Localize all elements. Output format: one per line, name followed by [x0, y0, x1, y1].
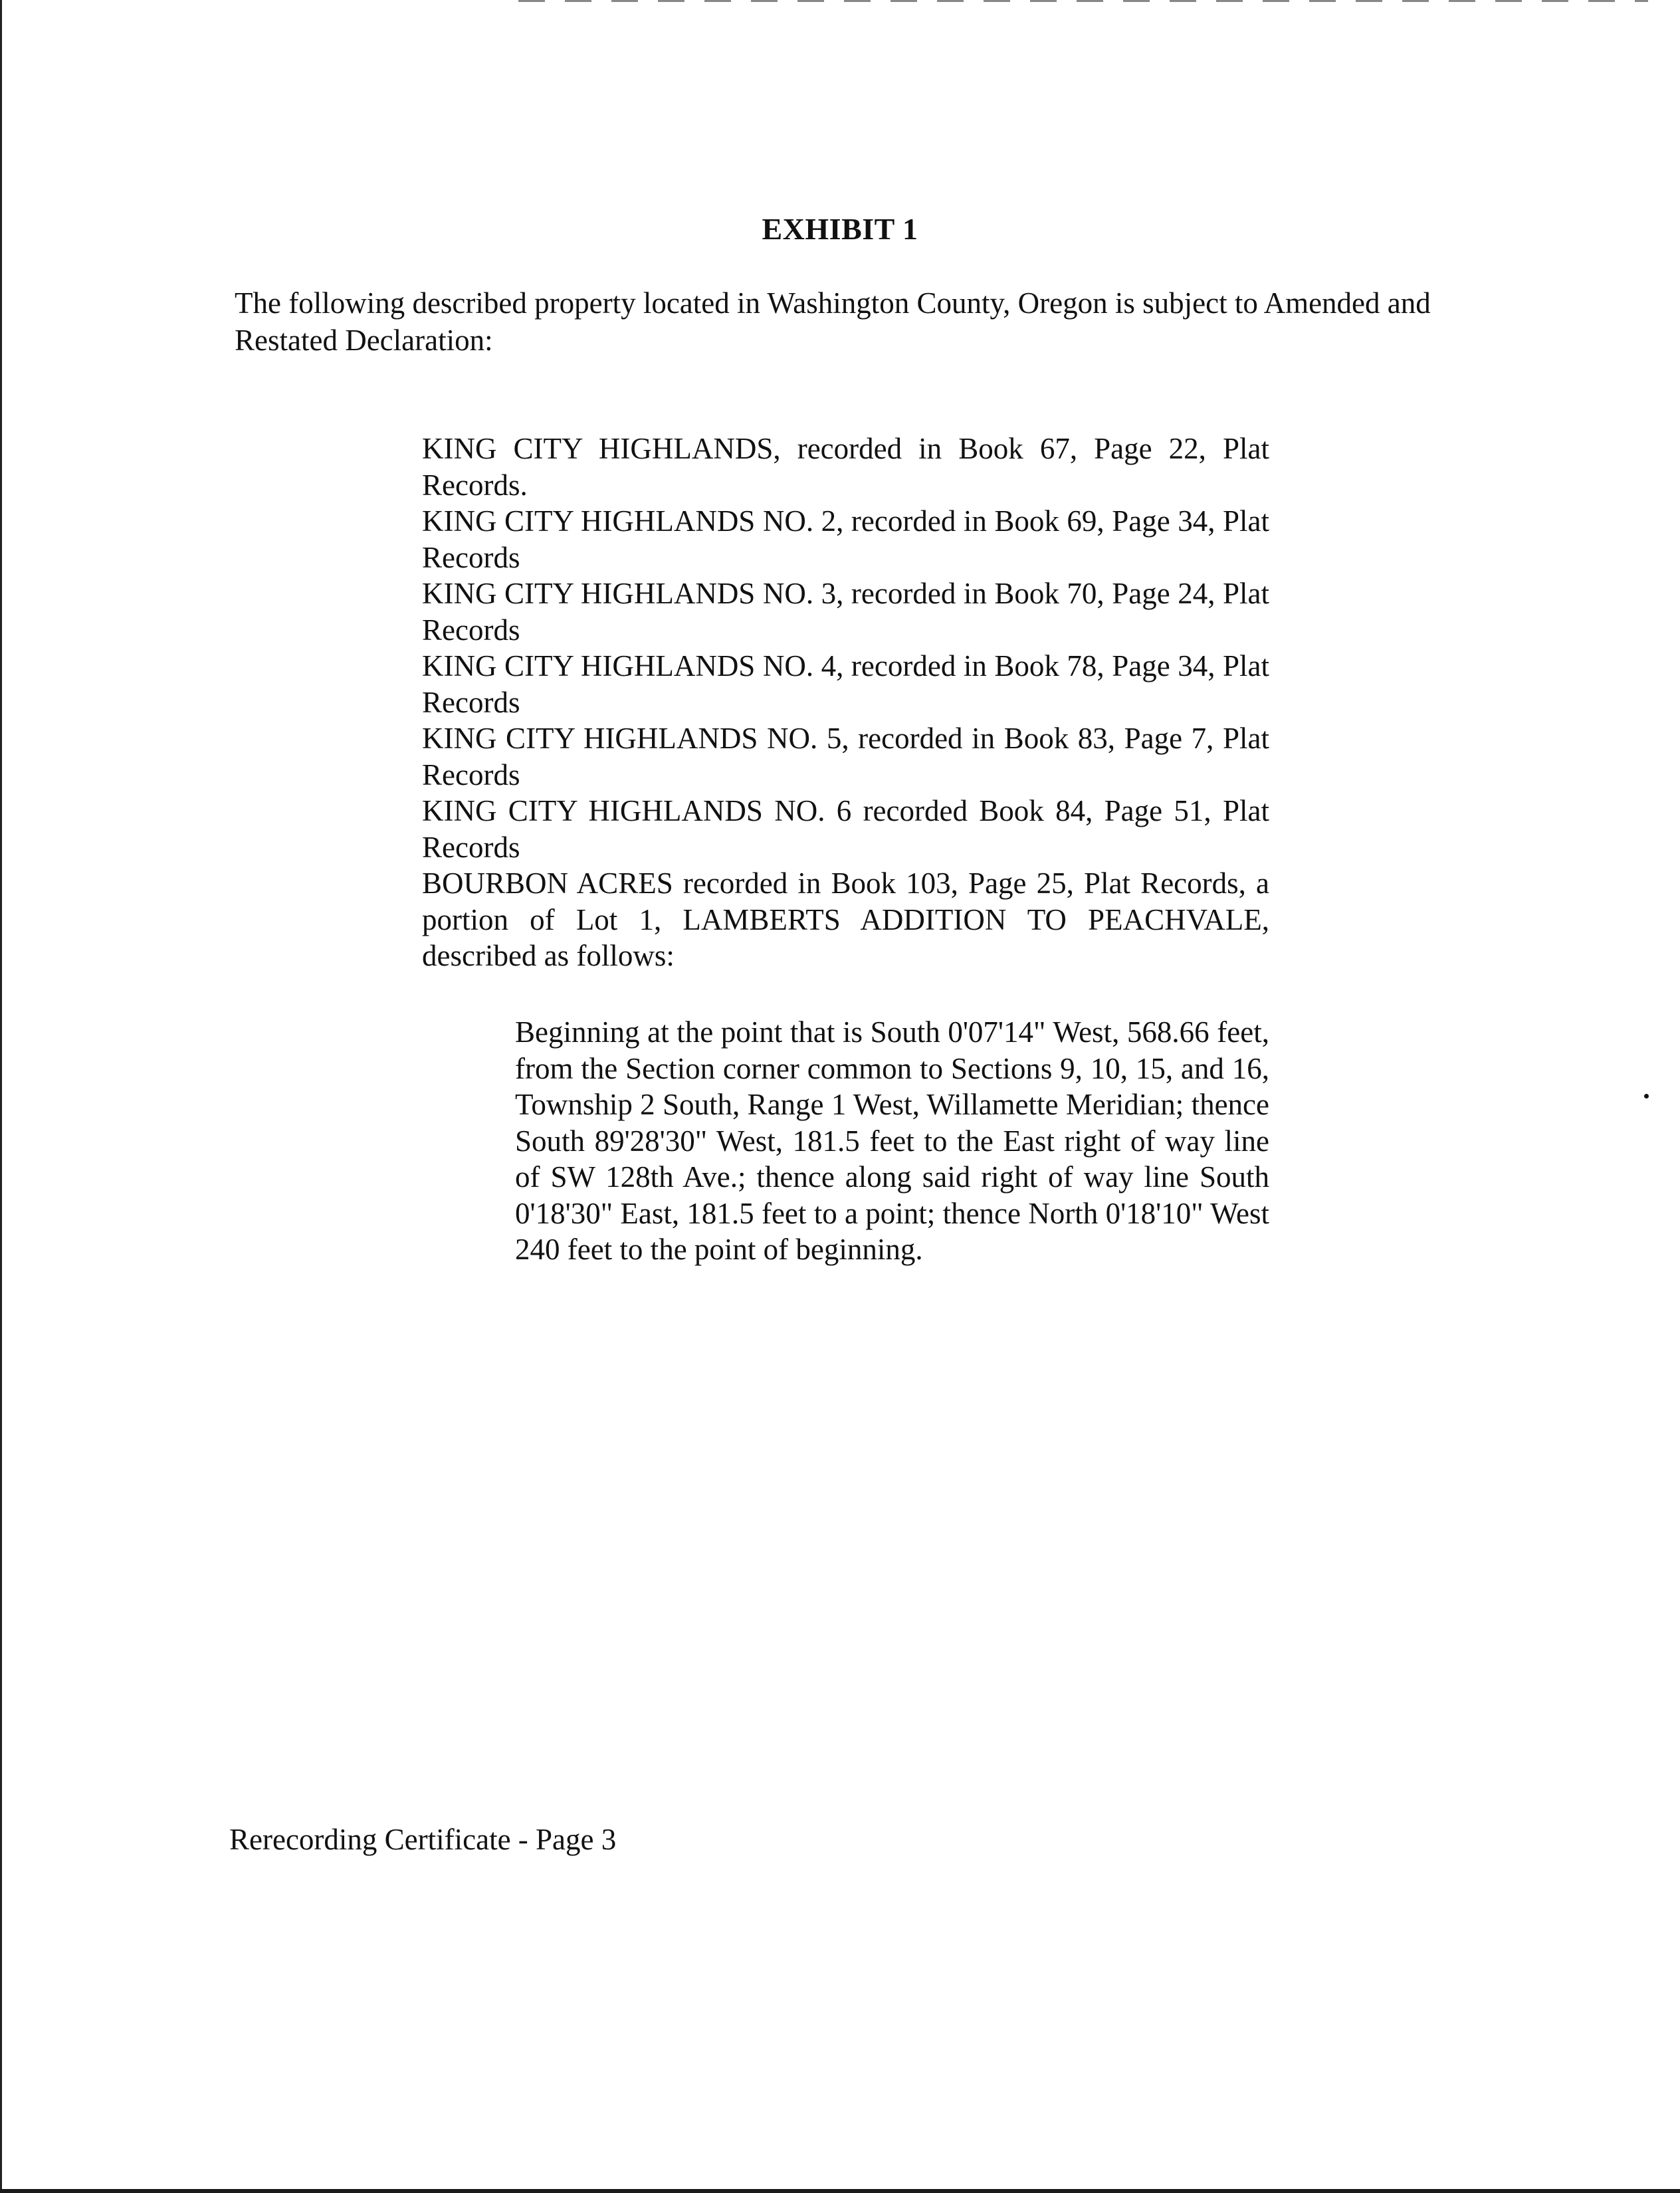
plat-record: KING CITY HIGHLANDS NO. 2, recorded in Book 69, Page 34, Plat Records: [422, 504, 1269, 574]
document-title: EXHIBIT 1: [762, 212, 918, 246]
plat-record: KING CITY HIGHLANDS NO. 3, recorded in Book 70, Page 24, Plat Records: [422, 577, 1269, 647]
intro-paragraph: The following described property located in Washington County, Oregon is subject to Amended and Restated Declaration:: [235, 286, 1431, 357]
scan-edge-left: [0, 0, 2, 2193]
scan-speck: [1644, 1094, 1649, 1098]
plat-record: KING CITY HIGHLANDS NO. 4, recorded in Book 78, Page 34, Plat Records: [422, 649, 1269, 719]
plat-records-list: [422, 431, 1269, 974]
page-footer: Rerecording Certificate - Page 3: [229, 1823, 617, 1856]
plat-record: KING CITY HIGHLANDS, recorded in Book 67, Page 22, Plat Records.: [422, 432, 1269, 502]
scan-edge-top: [518, 0, 1648, 2]
scan-edge-bottom: [0, 2189, 1680, 2193]
legal-description: Beginning at the point that is South 0'07'14" West, 568.66 feet, from the Section corner common to Sections 9, 10, 15, and 16, Township 2 South, Range 1 West, Willamette Meridian; thence South 89'28'30" West, 181.5 feet to the East right of way line of SW 128th Ave.; thence along said right of way line South 0'18'30" East, 181.5 feet to a point; thence North 0'18'10" West 240 feet to the point of beginning.: [515, 1015, 1269, 1266]
plat-record: KING CITY HIGHLANDS NO. 5, recorded in Book 83, Page 7, Plat Records: [422, 722, 1269, 791]
plat-record: KING CITY HIGHLANDS NO. 6 recorded Book 84, Page 51, Plat Records: [422, 794, 1269, 864]
plat-record: BOURBON ACRES recorded in Book 103, Page 25, Plat Records, a portion of Lot 1, LAMBERTS ADDITION TO PEACHVALE, described as follows:: [422, 867, 1269, 972]
